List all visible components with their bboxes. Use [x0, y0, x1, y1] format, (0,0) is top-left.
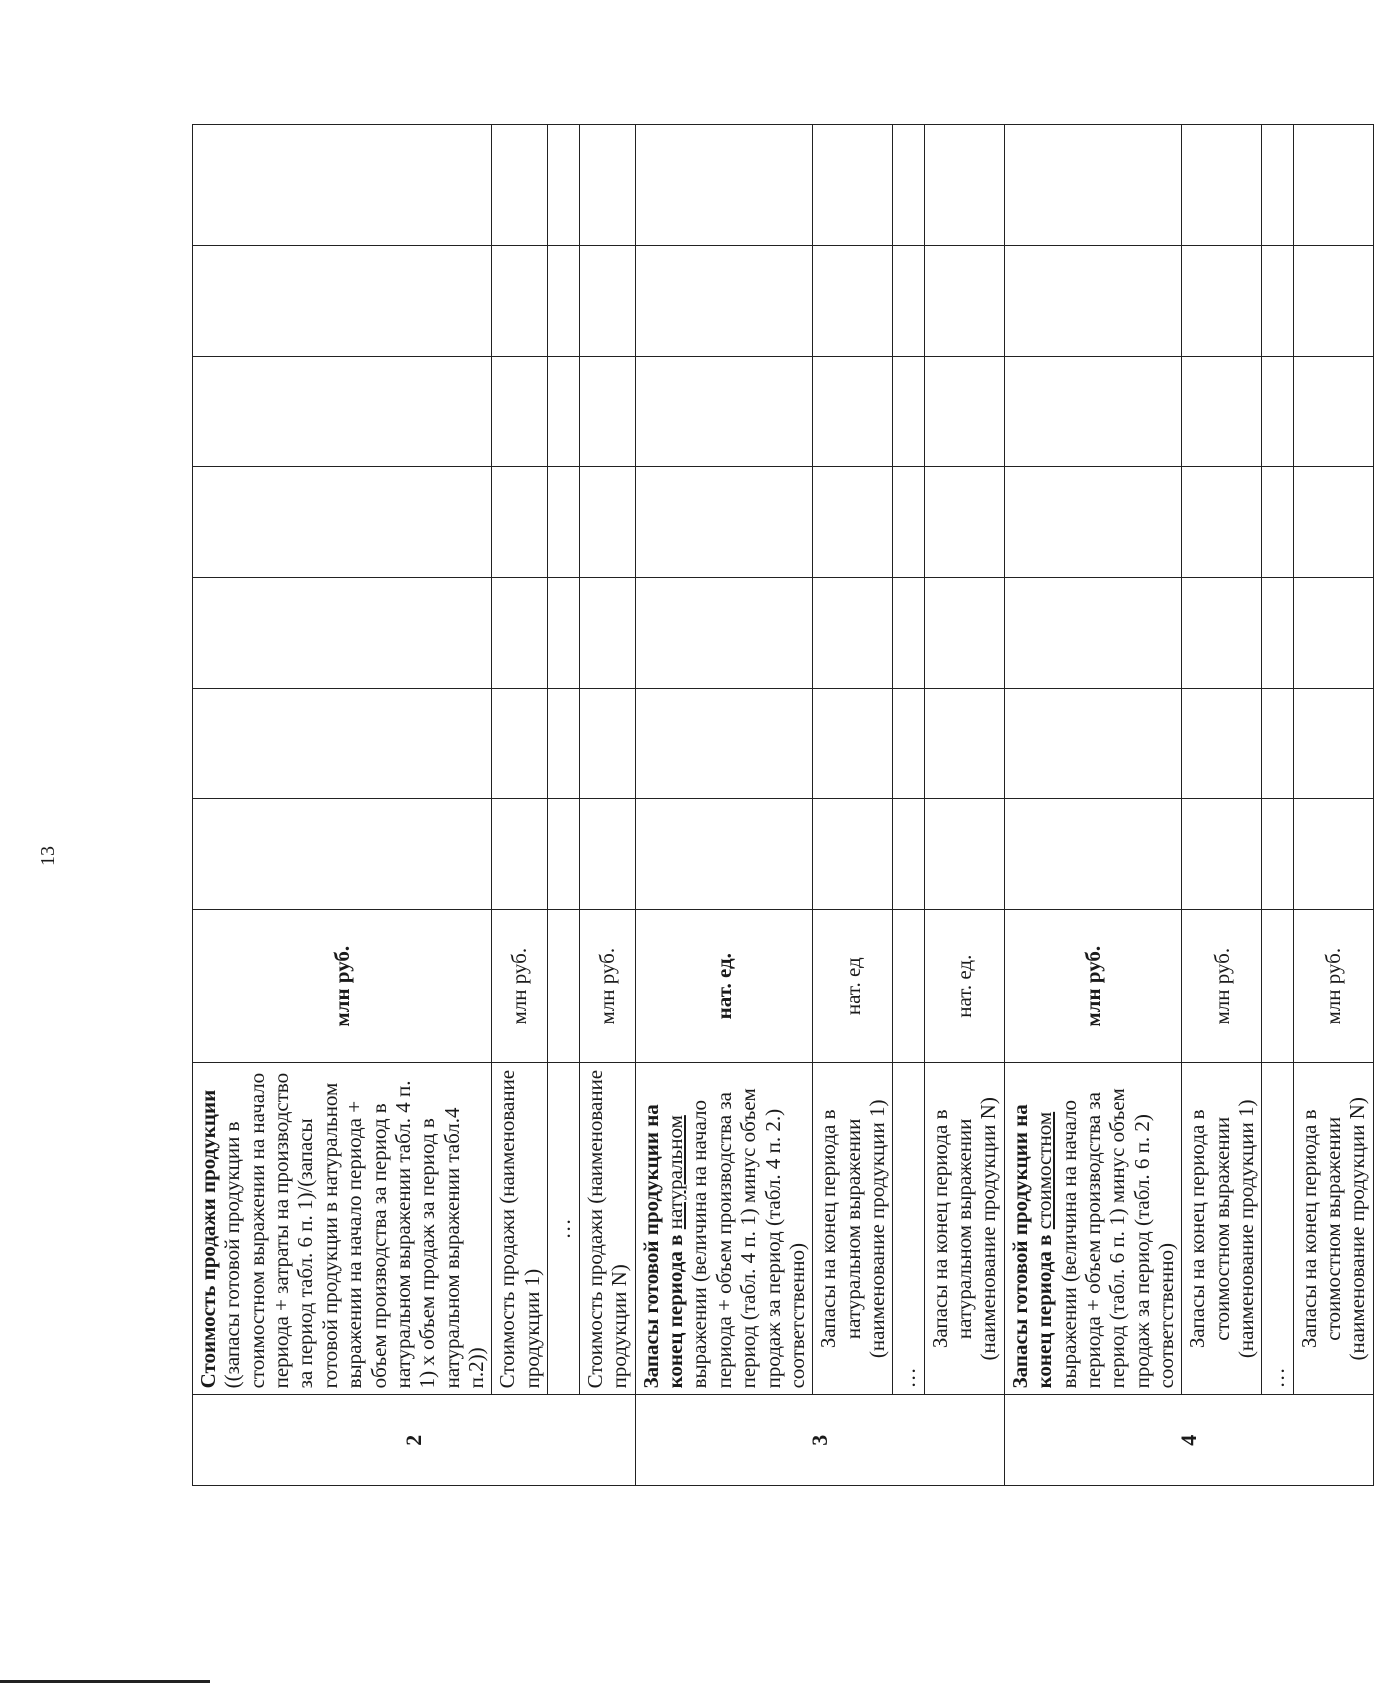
row-unit: млн руб. [492, 910, 548, 1063]
row-description [193, 1063, 492, 1395]
row-underlined: стоимостном [1032, 1111, 1057, 1230]
row-text: выражении (величина на начало периода + объем производства за период (табл. 4 п. 1) минус объем продаж за период (табл. 4 п. 2.) соответственно) [687, 1088, 809, 1389]
row-description: Стоимость продажи (наименование продукции 1) [492, 1063, 548, 1395]
table-row [1293, 125, 1373, 1486]
row-description [635, 1063, 813, 1395]
table-row [193, 125, 492, 1486]
row-unit [893, 910, 924, 1063]
row-unit: нат. ед. [635, 910, 813, 1063]
row-description: Запасы на конец периода в натуральном выражении (наименование продукции 1) [813, 1063, 893, 1395]
table-row [635, 125, 813, 1486]
row-unit: млн руб. [580, 910, 636, 1063]
row-title: Запасы готовой продукции на конец периода в [638, 1104, 688, 1389]
row-number: 2 [193, 1395, 636, 1486]
rotated-table-container [192, 124, 1370, 1486]
row-description: … [1262, 1063, 1293, 1395]
row-number: 4 [1004, 1395, 1373, 1486]
row-description: Запасы на конец периода в стоимостном выражении (наименование продукции N) [1293, 1063, 1373, 1395]
row-unit: нат. ед [813, 910, 893, 1063]
row-unit: нат. ед. [924, 910, 1004, 1063]
row-unit: млн руб. [1182, 910, 1262, 1063]
table-row [924, 125, 1004, 1486]
row-unit: млн руб. [193, 910, 492, 1063]
row-description: Стоимость продажи (наименование продукции N) [580, 1063, 636, 1395]
row-number: 3 [635, 1395, 1004, 1486]
page-number: 13 [37, 846, 59, 866]
footer-rule [0, 1680, 210, 1683]
table-row [492, 125, 548, 1486]
row-unit: млн руб. [1004, 910, 1182, 1063]
table-row [893, 125, 924, 1486]
row-title: Запасы готовой продукции на конец периода в [1007, 1104, 1057, 1389]
table-row [580, 125, 636, 1486]
row-unit [1262, 910, 1293, 1063]
row-text: ((запасы готовой продукции в стоимостном выражении на начало периода + затраты на производство за период табл. 6 п. 1)/(запасы готовой продукции в натуральном выражении на начало периода + объем производства за период в натуральном выражении табл. 4 п. 1) x объем продаж за период в натуральном выражении табл.4 п.2)) [220, 1072, 488, 1389]
row-description: Запасы на конец периода в натуральном выражении (наименование продукции N) [924, 1063, 1004, 1395]
row-description: Запасы на конец периода в стоимостном выражении (наименование продукции 1) [1182, 1063, 1262, 1395]
row-title: Стоимость продажи продукции [196, 1089, 220, 1389]
row-description [1004, 1063, 1182, 1395]
table-row [813, 125, 893, 1486]
indicators-table [192, 124, 1374, 1486]
row-description: … [893, 1063, 924, 1395]
table-row [1004, 125, 1182, 1486]
row-text: выражении (величина на начало периода + объем производства за период (табл. 6 п. 1) минус объем продаж за период (табл. 6 п. 2) соответственно) [1056, 1088, 1178, 1389]
row-underlined: натуральном [663, 1115, 688, 1230]
table-row [548, 125, 580, 1486]
table-row [1182, 125, 1262, 1486]
row-unit: млн руб. [1293, 910, 1373, 1063]
row-description: … [548, 1063, 580, 1395]
row-unit [548, 910, 580, 1063]
table-row [1262, 125, 1293, 1486]
